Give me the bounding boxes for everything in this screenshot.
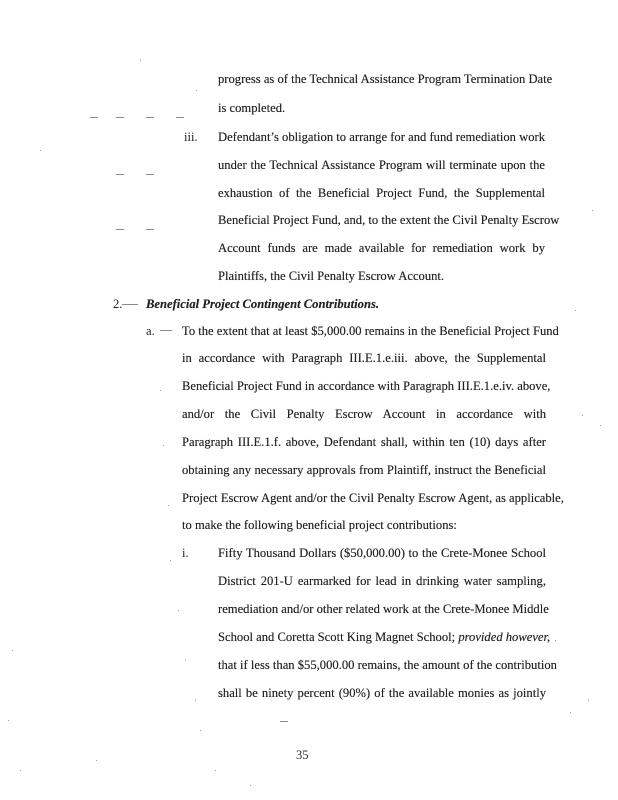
text-line: is completed. [218,101,286,115]
scan-speck [170,560,171,561]
scan-speck [196,90,197,91]
text-line: obtaining any necessary approvals from Plaintiff, instruct the Beneficial [182,463,546,477]
scan-mark [280,721,288,722]
section-number: 2. [113,297,123,311]
scan-mark [176,117,184,118]
text-line [218,629,550,645]
scan-speck [20,770,21,771]
scan-mark [146,117,154,118]
scan-mark [90,117,98,118]
scan-speck [250,785,251,786]
scan-speck [160,390,161,391]
text-segment: School and Coretta Scott King Magnet School; [218,630,459,644]
scan-speck [40,150,41,151]
scan-mark [146,174,154,175]
item-marker-i: i. [182,546,189,560]
scan-speck [570,712,571,713]
scan-mark [146,229,154,230]
scan-speck [200,730,201,731]
emphasis-text: provided however, [458,630,551,644]
scan-mark [116,174,124,175]
scan-speck [12,650,13,651]
scan-speck [185,660,186,661]
text-line: shall be ninety percent (90%) of the available monies as jointly [218,686,546,700]
text-line: in accordance with Paragraph III.E.1.e.iii. above, the Supplemental [182,351,546,365]
scan-speck [215,770,216,771]
text-line: Paragraph III.E.1.f. above, Defendant shall, within ten (10) days after [182,435,546,449]
text-line: Defendant’s obligation to arrange for and fund remediation work [218,130,545,144]
text-line: Plaintiffs, the Civil Penalty Escrow Account. [218,269,445,283]
section-heading: Beneficial Project Contingent Contributions. [146,297,380,311]
scan-speck [600,425,601,426]
text-line: that if less than $55,000.00 remains, the amount of the contribution [218,658,557,672]
scan-speck [178,610,179,611]
scan-speck [195,700,196,701]
item-marker-iii: iii. [184,130,198,144]
scan-mark [160,330,172,331]
scan-speck [582,415,583,416]
text-line: District 201-U earmarked for lead in drinking water sampling, [218,574,546,588]
text-line: Beneficial Project Fund, and, to the extent the Civil Penalty Escrow [218,213,560,227]
scan-mark [116,117,124,118]
scan-speck [592,210,593,211]
scan-speck [96,760,97,761]
text-line: remediation and/or other related work at the Crete-Monee Middle [218,602,549,616]
scan-speck [163,445,164,446]
text-line: To the extent that at least $5,000.00 remains in the Beneficial Project Fund [182,324,559,338]
item-marker-a: a. [146,324,155,338]
text-line: and/or the Civil Penalty Escrow Account in accordance with [182,407,546,421]
scan-speck [140,60,141,61]
scan-speck [8,720,9,721]
scan-mark [122,304,138,305]
text-line: Fifty Thousand Dollars ($50,000.00) to the Crete-Monee School [218,546,546,560]
page-number: 35 [296,748,309,762]
text-line: Project Escrow Agent and/or the Civil Penalty Escrow Agent, as applicable, [182,491,564,505]
text-line: Account funds are made available for remediation work by [218,241,545,255]
text-line: to make the following beneficial project contributions: [182,518,457,532]
scan-mark [116,229,124,230]
text-line: exhaustion of the Beneficial Project Fund, the Supplemental [218,186,545,200]
text-line: under the Technical Assistance Program will terminate upon the [218,158,545,172]
scan-speck [575,310,576,311]
scan-speck [588,700,589,701]
scan-speck [555,640,556,641]
text-line: Beneficial Project Fund in accordance with Paragraph III.E.1.e.iv. above, [182,379,551,393]
text-line: progress as of the Technical Assistance Program Termination Date [218,72,553,86]
scan-speck [168,505,169,506]
